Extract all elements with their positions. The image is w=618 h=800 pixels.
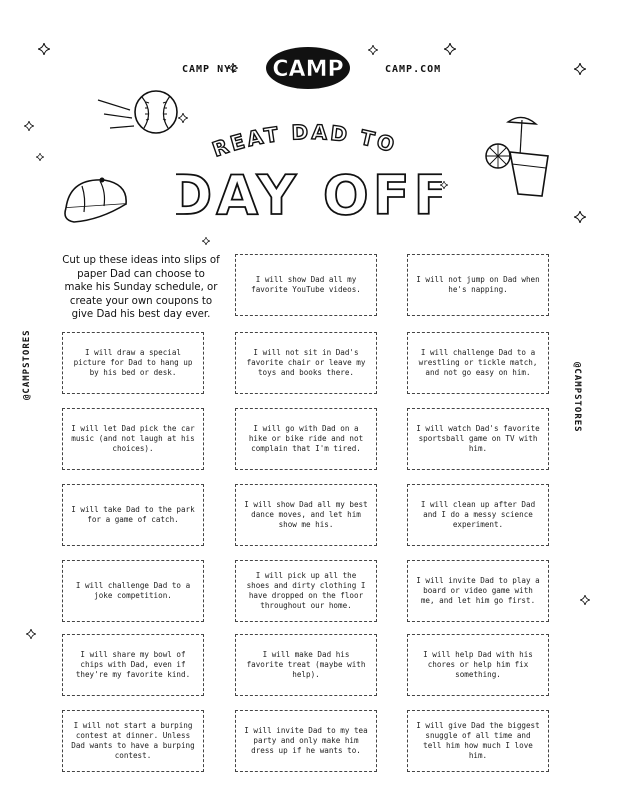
svg-text:TREAT DAD TO A bbox=[208, 116, 410, 162]
header-left-text: CAMP NYC bbox=[182, 64, 239, 75]
coupon-right-3[interactable]: I will watch Dad's favorite sportsball game on TV with him. bbox=[407, 408, 549, 470]
coupon-left-3[interactable]: I will take Dad to the park for a game of catch. bbox=[62, 484, 204, 546]
coupon-mid-4[interactable]: I will show Dad all my best dance moves, and let him show me his. bbox=[235, 484, 377, 546]
title-line-2-text: DAY OFF bbox=[176, 164, 442, 224]
coupon-mid-1[interactable]: I will show Dad all my favorite YouTube videos. bbox=[235, 254, 377, 316]
sparkle-icon bbox=[228, 58, 238, 77]
cap-icon bbox=[60, 168, 140, 232]
title-line-2 bbox=[176, 158, 442, 224]
coupon-mid-6[interactable]: I will make Dad his favorite treat (maybe with help). bbox=[235, 634, 377, 696]
coupon-right-7[interactable]: I will give Dad the biggest snuggle of all time and tell him how much I love him. bbox=[407, 710, 549, 772]
baseball-icon bbox=[96, 84, 186, 144]
coupon-right-5[interactable]: I will invite Dad to play a board or video game with me, and let him go first. bbox=[407, 560, 549, 622]
sparkle-icon bbox=[202, 230, 210, 249]
sparkle-icon bbox=[24, 116, 34, 135]
sparkle-icon bbox=[574, 208, 586, 227]
coupon-mid-5[interactable]: I will pick up all the shoes and dirty clothing I have dropped on the floor throughout our home. bbox=[235, 560, 377, 622]
sparkle-icon bbox=[440, 174, 448, 193]
sparkle-icon bbox=[574, 60, 586, 79]
coupon-left-1[interactable]: I will draw a special picture for Dad to hang up by his bed or desk. bbox=[62, 332, 204, 394]
coupon-right-6[interactable]: I will help Dad with his chores or help him fix something. bbox=[407, 634, 549, 696]
coupon-right-1[interactable]: I will not jump on Dad when he's napping. bbox=[407, 254, 549, 316]
sparkle-icon bbox=[444, 40, 456, 59]
sparkle-icon bbox=[178, 108, 188, 127]
title-line-1-text: REAT DAD TO bbox=[209, 119, 400, 162]
sparkle-icon bbox=[26, 624, 36, 643]
header-right-text: CAMP.COM bbox=[385, 64, 442, 75]
logo-text: CAMP bbox=[272, 57, 344, 82]
coupon-left-5[interactable]: I will share my bowl of chips with Dad, even if they're my favorite kind. bbox=[62, 634, 204, 696]
camp-logo bbox=[263, 44, 353, 92]
coupon-mid-2[interactable]: I will not sit in Dad's favorite chair or leave my toys and books there. bbox=[235, 332, 377, 394]
coupon-right-4[interactable]: I will clean up after Dad and I do a messy science experiment. bbox=[407, 484, 549, 546]
coupon-left-4[interactable]: I will challenge Dad to a joke competition. bbox=[62, 560, 204, 622]
side-label-left: @CAMPSTORES bbox=[22, 329, 32, 400]
coupon-left-6[interactable]: I will not start a burping contest at dinner. Unless Dad wants to have a burping contest. bbox=[62, 710, 204, 772]
sparkle-icon bbox=[580, 590, 590, 609]
drink-icon bbox=[482, 112, 562, 208]
coupon-left-2[interactable]: I will let Dad pick the car music (and not laugh at his choices). bbox=[62, 408, 204, 470]
sparkle-icon bbox=[368, 40, 378, 59]
side-label-right: @CAMPSTORES bbox=[572, 362, 582, 433]
coupon-right-2[interactable]: I will challenge Dad to a wrestling or tickle match, and not go easy on him. bbox=[407, 332, 549, 394]
coupon-mid-3[interactable]: I will go with Dad on a hike or bike ride and not complain that I'm tired. bbox=[235, 408, 377, 470]
sparkle-icon bbox=[36, 146, 44, 165]
sparkle-icon bbox=[38, 40, 50, 59]
coupon-mid-7[interactable]: I will invite Dad to my tea party and only make him dress up if he wants to. bbox=[235, 710, 377, 772]
intro-text: Cut up these ideas into slips of paper Dad can choose to make his Sunday schedule, or create your own coupons to give Dad his best day ever. bbox=[62, 255, 220, 320]
